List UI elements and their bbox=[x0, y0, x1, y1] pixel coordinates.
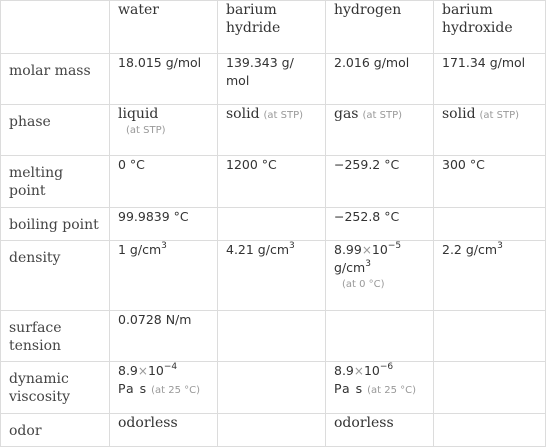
cell-water-boiling-point: 99.9839 °C bbox=[110, 208, 218, 241]
row-label-odor: odor bbox=[1, 414, 110, 447]
cell-barium-hydride-melting-point: 1200 °C bbox=[218, 156, 326, 208]
cell-barium-hydroxide-melting-point: 300 °C bbox=[434, 156, 546, 208]
cell-barium-hydroxide-phase: solid (at STP) bbox=[434, 105, 546, 156]
condition-note: (at 0 °C) bbox=[342, 279, 385, 290]
cell-barium-hydride-boiling-point bbox=[218, 208, 326, 241]
table-row-density bbox=[1, 241, 546, 311]
row-label-surface-tension: surface tension bbox=[1, 311, 110, 362]
condition-note: (at 25 °C) bbox=[151, 385, 201, 396]
cell-barium-hydride-phase: solid (at STP) bbox=[218, 105, 326, 156]
row-label-boiling-point: boiling point bbox=[1, 208, 110, 241]
cell-barium-hydride-odor bbox=[218, 414, 326, 447]
cell-hydrogen-surface-tension bbox=[326, 311, 434, 362]
row-label-dynamic-viscosity: dynamic viscosity bbox=[1, 362, 110, 414]
cell-hydrogen-phase: gas (at STP) bbox=[326, 105, 434, 156]
cell-hydrogen-molar-mass: 2.016 g/mol bbox=[326, 54, 434, 105]
cell-barium-hydroxide-odor bbox=[434, 414, 546, 447]
corner-cell bbox=[1, 1, 110, 54]
cell-water-melting-point: 0 °C bbox=[110, 156, 218, 208]
cell-water-dynamic-viscosity: $8.9\times 10^{-4}$ Pa s (at 25 °C) bbox=[110, 362, 218, 414]
cell-hydrogen-melting-point: −259.2 °C bbox=[326, 156, 434, 208]
cell-hydrogen-dynamic-viscosity: $8.9\times 10^{-6}$ Pa s (at 25 °C) bbox=[326, 362, 434, 414]
column-header-hydrogen: hydrogen bbox=[326, 1, 434, 54]
cell-water-density: 1 $g/cm^3$ bbox=[110, 241, 218, 311]
cell-water-surface-tension: 0.0728 N/m bbox=[110, 311, 218, 362]
cell-barium-hydride-dynamic-viscosity bbox=[218, 362, 326, 414]
condition-note: (at STP) bbox=[263, 110, 304, 121]
cell-water-odor: odorless bbox=[110, 414, 218, 447]
condition-note: (at 25 °C) bbox=[367, 385, 417, 396]
condition-note: (at STP) bbox=[479, 110, 520, 121]
table-row-surface-tension bbox=[1, 311, 546, 362]
cell-barium-hydroxide-dynamic-viscosity bbox=[434, 362, 546, 414]
cell-water-phase: liquid (at STP) bbox=[110, 105, 218, 156]
cell-barium-hydride-density: 4.21 $g/cm^3$ bbox=[218, 241, 326, 311]
cell-hydrogen-boiling-point: −252.8 °C bbox=[326, 208, 434, 241]
cell-hydrogen-odor: odorless bbox=[326, 414, 434, 447]
column-header-barium-hydroxide: barium hydroxide bbox=[434, 1, 546, 54]
table-row-dynamic-viscosity bbox=[1, 362, 546, 414]
column-header-barium-hydride: barium hydride bbox=[218, 1, 326, 54]
cell-barium-hydroxide-density: 2.2 $g/cm^3$ bbox=[434, 241, 546, 311]
row-label-melting-point: melting point bbox=[1, 156, 110, 208]
cell-hydrogen-density: $8.99\times 10^{-5}$ $g/cm^3$ (at 0 °C) bbox=[326, 241, 434, 311]
table-row-boiling-point bbox=[1, 208, 546, 241]
condition-note: (at STP) bbox=[362, 110, 403, 121]
row-label-density: density bbox=[1, 241, 110, 311]
table-row-odor bbox=[1, 414, 546, 447]
table-row-phase bbox=[1, 105, 546, 156]
cell-barium-hydride-molar-mass: 139.343 g/ mol bbox=[218, 54, 326, 105]
table-row-molar-mass bbox=[1, 54, 546, 105]
row-label-molar-mass: molar mass bbox=[1, 54, 110, 105]
table-row-melting-point bbox=[1, 156, 546, 208]
row-label-phase: phase bbox=[1, 105, 110, 156]
cell-water-molar-mass: 18.015 g/mol bbox=[110, 54, 218, 105]
cell-barium-hydroxide-molar-mass: 171.34 g/mol bbox=[434, 54, 546, 105]
cell-barium-hydride-surface-tension bbox=[218, 311, 326, 362]
column-header-water: water bbox=[110, 1, 218, 54]
cell-barium-hydroxide-boiling-point bbox=[434, 208, 546, 241]
cell-barium-hydroxide-surface-tension bbox=[434, 311, 546, 362]
condition-note: (at STP) bbox=[126, 125, 166, 136]
header-row bbox=[1, 1, 546, 54]
